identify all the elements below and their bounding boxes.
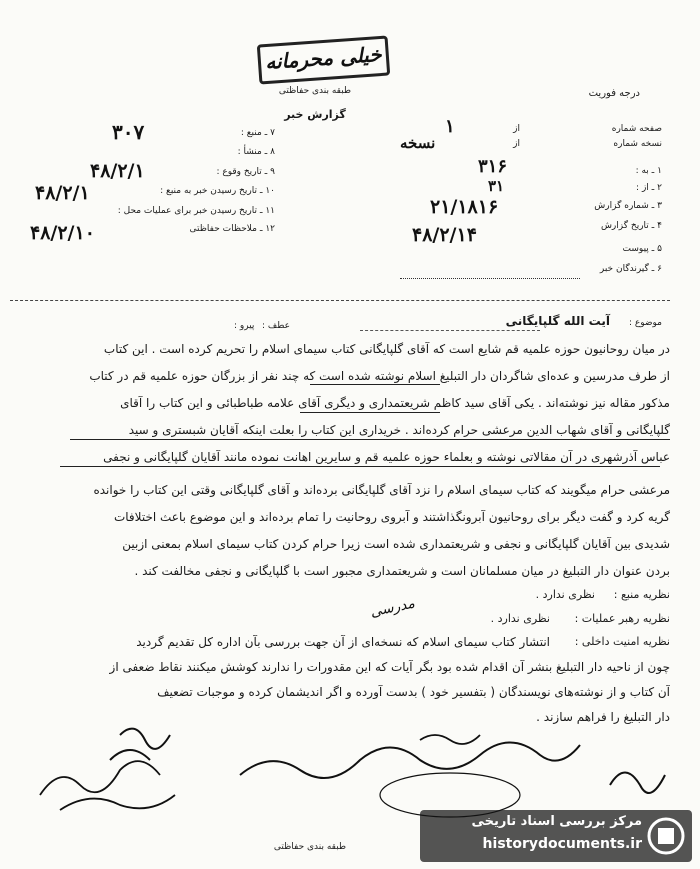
dotted-line bbox=[400, 278, 580, 279]
field-report-date: ۴ ـ تاریخ گزارش bbox=[600, 221, 662, 231]
handwritten-scribble bbox=[110, 729, 170, 760]
body-line: مذکور مقاله نیز نوشته‌اند . یکی آقای سید کاظم شریعتمداری و دیگری آقای علامه طباطبائی و این کتاب را آقای bbox=[120, 396, 670, 410]
classification-label-bottom: طبقه بندی حفاظتی bbox=[273, 842, 347, 852]
internal-opinion-line: آن کتاب و از نوشته‌های نویسندگان ( بتفسیر خود ) بدست آورده و اگر اندیشمان کرده و موجبات تضعیف bbox=[157, 685, 670, 699]
field-to-value: ۳۱۶ bbox=[478, 156, 508, 177]
field-report-date-value: ۴۸/۲/۱۴ bbox=[412, 224, 477, 246]
body-line: از طرف مدرسین و عده‌ای شاگردان دار التبلیغ اسلام نوشته شده است که چند نفر از بزرگان حوزه علمیه قم در کتاب bbox=[89, 369, 670, 383]
field-page-no: صفحه شماره bbox=[611, 124, 662, 134]
handwritten-scribble bbox=[610, 773, 665, 794]
body-line: گریه کرد و گفت دیگر برای روحانیون آبرونگذاشتند و آبروی روحانیت را تمام برده‌اند و این موضوع باعث اختلافات bbox=[113, 510, 670, 524]
body-line: شدیدی بین آقایان گلپایگانی و نجفی و شریعتمداری شده است زیرا حرام کردن کتاب سیمای اسلام بمعنی ازبین bbox=[122, 537, 670, 551]
urgency-label: درجه فوریت bbox=[588, 88, 640, 99]
handwritten-notes bbox=[0, 715, 700, 825]
field-event-date: ۹ ـ تاریخ وقوع : bbox=[216, 167, 275, 177]
leader-handwriting: مدرسی bbox=[368, 595, 417, 621]
field-from: ۲ ـ از : bbox=[636, 183, 662, 193]
internal-opinion-line: انتشار کتاب سیمای اسلام که نسخه‌ای از آن جهت بررسی بآن اداره کل تقدیم گردید bbox=[136, 635, 550, 649]
body-line: بردن عنوان دار التبلیغ در میان مسلمانان است و شریعتمداری مجبور است با گلپایگانی و نجفی مخالفت کند . bbox=[134, 564, 670, 578]
field-copy-no: نسخه شماره bbox=[613, 139, 662, 149]
handwritten-scribble bbox=[40, 761, 160, 795]
field-source: ۷ ـ منبع : bbox=[240, 128, 275, 138]
handwritten-scribble bbox=[420, 735, 480, 744]
subject-value: آیت الله گلپایگانی bbox=[505, 314, 610, 328]
handwritten-scribble bbox=[60, 795, 175, 810]
hand-underline bbox=[60, 466, 660, 467]
body-line: مرعشی حرام میگویند که کتاب سیمای اسلام را نزد آقای گلپایگانی برده‌اند و آقای گلپایگانی وقتی این کتاب را خوانده bbox=[93, 483, 670, 497]
leader-opinion-label: نظریه رهبر عملیات : bbox=[574, 612, 670, 625]
watermark bbox=[420, 810, 692, 862]
field-attachment: ۵ ـ پیوست bbox=[622, 244, 662, 254]
internal-opinion-line: چون از ناحیه دار التبلیغ بنشر آن اقدام شده بود بگر آیات که این مقدورات را ندارند کوشش میکنند نقاط ضعفی از bbox=[109, 660, 670, 674]
internal-opinion-label: نظریه امنیت داخلی : bbox=[574, 635, 670, 648]
source-opinion-text: نظری ندارد . bbox=[535, 588, 595, 601]
handwritten-scribble bbox=[240, 743, 580, 779]
field-received-ops: ۱۱ ـ تاریخ رسیدن خبر برای عملیات محل : bbox=[117, 206, 275, 216]
field-event-date-value: ۴۸/۲/۱ bbox=[90, 160, 145, 182]
field-notes-value: ۴۸/۲/۱۰ bbox=[30, 222, 95, 244]
field-notes: ۱۲ ـ ملاحظات حفاظتی bbox=[189, 224, 275, 234]
field-origin: ۸ ـ منشأ : bbox=[237, 147, 275, 157]
subject-underline bbox=[360, 330, 540, 331]
body-line: گلپایگانی و آقای شهاب الدین مرعشی حرام کرده‌اند . خریداری این کتاب را بعلت اینکه آقایان شبستری و سید bbox=[128, 423, 670, 437]
field-page-of-value: ۱ bbox=[445, 116, 455, 137]
ref2-label: پیرو : bbox=[234, 321, 255, 331]
field-recipients: ۶ ـ گیرندگان خبر bbox=[599, 264, 662, 274]
field-received-source-value: ۴۸/۲/۱ bbox=[35, 182, 90, 204]
body-line: عباس آذرشهری در آن مقالاتی نوشته و بعلماء حوزه علمیه قم و سایرین اهانت نموده مانند آقایان گلپایگانی و نجفی bbox=[103, 450, 670, 464]
internal-opinion-line: دار التبلیغ را فراهم سازند . bbox=[536, 710, 670, 724]
field-copy-of-value: نسخه bbox=[400, 134, 436, 152]
hand-underline bbox=[310, 384, 440, 385]
ref-label: عطف : bbox=[262, 321, 290, 331]
field-source-value: ۳۰۷ bbox=[112, 120, 145, 144]
watermark-url: historydocuments.ir bbox=[482, 836, 642, 852]
secret-stamp bbox=[257, 35, 390, 84]
source-opinion-label: نظریه منبع : bbox=[613, 588, 670, 601]
field-copy-of: از bbox=[513, 139, 520, 149]
stamp-text: خیلی محرمانه bbox=[264, 41, 383, 75]
hand-underline bbox=[300, 412, 440, 413]
report-title: گزارش خبر bbox=[284, 108, 346, 121]
hand-underline bbox=[70, 439, 670, 440]
subject-label: موضوع : bbox=[628, 318, 662, 328]
field-to: ۱ ـ به : bbox=[635, 166, 662, 176]
leader-opinion-text: نظری ندارد . bbox=[490, 612, 550, 625]
field-report-no-value: ۲۱/۱۸۱۶ bbox=[430, 196, 499, 218]
field-page-of: از bbox=[513, 124, 520, 134]
separator-top bbox=[10, 300, 670, 301]
classification-label-top: طبقه بندی حفاظتی bbox=[278, 86, 352, 96]
body-line: در میان روحانیون حوزه علمیه قم شایع است که آقای گلپایگانی کتاب سیمای اسلام را تحریم کرده است . این کتاب bbox=[103, 342, 670, 356]
field-from-value: ۳۱ bbox=[488, 177, 505, 195]
archive-logo-icon bbox=[646, 816, 686, 856]
field-report-no: ۳ ـ شماره گزارش bbox=[594, 201, 662, 211]
watermark-title: مرکز بررسی اسناد تاریخی bbox=[471, 814, 642, 829]
field-received-source: ۱۰ ـ تاریخ رسیدن خبر به منبع : bbox=[160, 186, 275, 196]
